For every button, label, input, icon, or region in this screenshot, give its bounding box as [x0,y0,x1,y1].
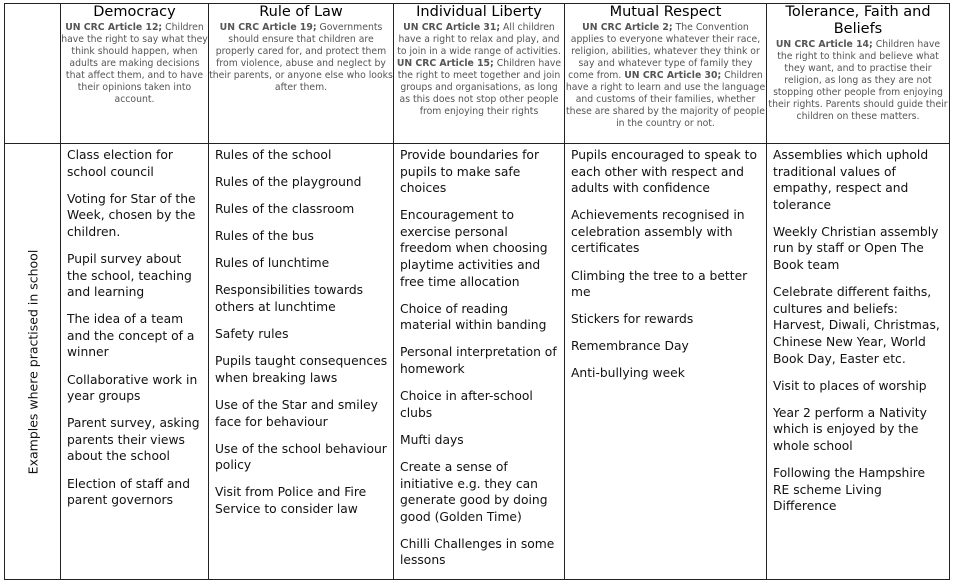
article-text: Children have the right to say what they think should happen, when adults are making decisions that affect them, and to have their opinions taken into account. [61,22,208,105]
example-list [209,144,393,518]
example-item: Remembrance Day [571,339,689,354]
column-header-individual-liberty [394,4,565,144]
column-title: Rule of Law [259,4,343,20]
article-reference: UN CRC Article 14; [775,39,873,50]
article-reference: UN CRC Article 2; [582,22,673,33]
example-item: Visit from Police and Fire Service to consider law [215,485,367,516]
example-list [565,144,766,382]
column-description [565,22,766,130]
side-label: Examples where practised in school [25,249,40,475]
example-item: Personal interpretation of homework [400,345,557,377]
example-item: Chilli Challenges in some lessons [400,536,555,568]
example-item: Weekly Christian assembly run by staff or Open The Book team [773,224,939,273]
example-item: Election of staff and parent governors [67,476,191,508]
example-item: Rules of the school [215,148,332,162]
values-table [4,3,950,580]
article-text: Children have a right to learn and use the language and customs of their families, whether these are shared by the majority of people in the country or not. [565,70,766,129]
header-row [5,4,950,144]
examples-cell-individual-liberty [394,144,565,580]
example-item: Following the Hampshire RE scheme Living Difference [773,466,926,514]
example-item: Collaborative work in year groups [67,372,198,404]
examples-row [5,144,950,580]
example-item: Safety rules [215,327,289,342]
example-item: Choice in after-school clubs [400,389,533,420]
example-item: Visit to places of worship [773,378,927,393]
example-item: Pupils taught consequences when breaking laws [215,354,388,385]
example-item: Responsibilities towards others at lunchtime [215,283,364,315]
example-list [61,144,208,509]
example-item: Choice of reading material within banding [400,301,547,333]
article-text: The Convention applies to everyone whatever their race, religion, abilities, whatever they think or say and whatever type of family they come from. [568,22,761,81]
article-text: Governments should ensure that children are properly cared for, and protect them from violence, abuse and neglect by their parents, or anyone else who looks after them. [209,22,393,93]
example-item: Pupils encouraged to speak to each other with respect and adults with confidence [571,148,758,196]
example-item: Voting for Star of the Week, chosen by the children. [67,191,196,239]
article-reference: UN CRC Article 31; [403,22,501,33]
column-header-democracy [61,4,209,144]
example-item: The idea of a team and the concept of a winner [67,312,195,360]
article-text: Children have the right to think and believe what they want, and to practise their religion, as long as they are not stopping other people from enjoying their rights. Parents should guide their children on these matters. [768,39,948,122]
example-item: Use of the school behaviour policy [215,441,387,473]
column-description [394,22,564,118]
example-item: Rules of the bus [215,229,314,244]
article-reference: UN CRC Article 30; [624,70,722,81]
column-header-mutual-respect [565,4,767,144]
examples-cell-rule-of-law [209,144,394,580]
example-item: Anti-bullying week [571,366,685,381]
article-reference: UN CRC Article 15; [396,58,494,69]
column-description [767,39,949,123]
corner-cell [5,4,61,144]
example-list [767,144,949,515]
example-item: Use of the Star and smiley face for behaviour [215,397,378,429]
example-item: Stickers for rewards [571,312,694,327]
example-item: Celebrate different faiths, cultures and beliefs: Harvest, Diwali, Christmas, Chinese New Year, World Book Day, Easter etc. [773,285,940,366]
example-item: Provide boundaries for pupils to make safe choices [400,148,540,196]
article-reference: UN CRC Article 19; [219,22,317,33]
column-header-rule-of-law [209,4,394,144]
column-title: Democracy [93,4,176,20]
examples-cell-mutual-respect [565,144,767,580]
examples-cell-democracy [61,144,209,580]
example-item: Class election for school council [67,148,173,179]
column-header-tolerance-faith-beliefs [767,4,950,144]
column-title: Tolerance, Faith and Beliefs [785,4,931,37]
example-item: Pupil survey about the school, teaching and learning [67,251,192,300]
example-item: Parent survey, asking parents their views about the school [67,416,200,464]
example-item: Year 2 perform a Nativity which is enjoyed by the whole school [773,405,927,453]
example-list [394,144,564,569]
example-item: Rules of lunchtime [215,256,330,271]
article-text: All children have a right to relax and play, and to join in a wide range of activities. [397,22,561,57]
example-item: Climbing the tree to a better me [571,268,748,300]
examples-cell-tolerance-faith-beliefs [767,144,950,580]
example-item: Assemblies which uphold traditional values of empathy, respect and tolerance [773,148,929,212]
example-item: Encouragement to exercise personal freedom when choosing playtime activities and free time allocation [400,208,548,289]
example-item: Achievements recognised in celebration assembly with certificates [571,208,745,256]
values-table-container [4,3,949,568]
side-label-cell [5,144,61,580]
example-item: Rules of the playground [215,175,362,190]
example-item: Create a sense of initiative e.g. they can generate good by doing good (Golden Time) [400,459,548,524]
column-description [61,22,208,106]
example-item: Rules of the classroom [215,202,355,217]
column-title: Individual Liberty [416,4,542,20]
column-description [209,22,393,94]
example-item: Mufti days [400,432,464,447]
article-reference: UN CRC Article 12; [65,22,163,33]
column-title: Mutual Respect [609,4,722,20]
article-text: Children have the right to meet together and join groups and organisations, as long as this does not stop other people from enjoying their rights [397,58,562,117]
